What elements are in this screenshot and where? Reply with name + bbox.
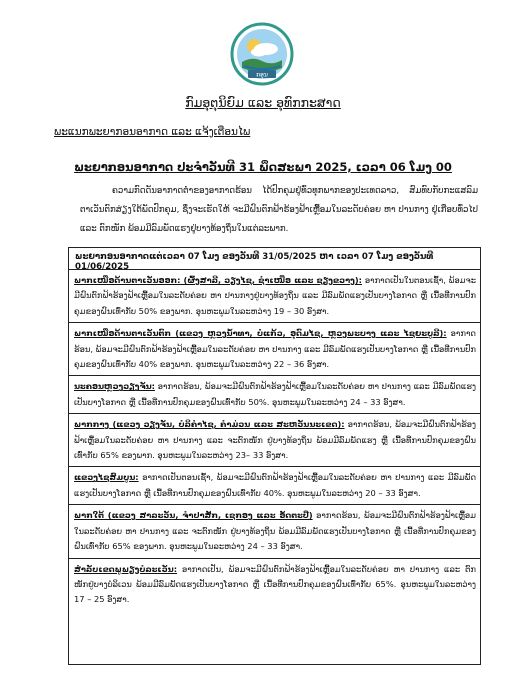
- forecast-period: ພະຍາກອນອາກາດແຕ່ເວລາ 07 ໂມງ ຂອງວັນທີ 31/05/2025 ຫາ ເວລາ 07 ໂມງ ຂອງວັນທີ 01/06/2025: [69, 248, 480, 270]
- regional-forecast-table: [68, 247, 481, 665]
- region-south: [69, 505, 480, 558]
- region-text: ອາກາດຮ້ອນ, ພ້ອມຈະມີຝົນຕົກຟ້າຮ້ອງຟ້າເຫຼື້ອມໃນລະດັບຄ່ອຍ ຫາ ປານກາງ ແລະ ຈະຕົກໜັກ ຢູ່ບາງທ້ອງຖິ່ນ ພ້ອມມີລົມພັດແຮງເປັນບາງໂອກາດ ຫຼື ເນື້ອທີ່ການປົກຄຸມຂອງຝົນເທົ່າກັບ 65% ຂອງພາກ. ອຸນຫະພູມໃນລະຫວ່າງ 24 – 33 ອົງສາ.: [74, 510, 476, 552]
- dmh-logo-icon: [230, 22, 294, 86]
- region-text: ອາກາດເປັນຕອນເຊົ້າ, ພ້ອມຈະມີຝົນຕົກຟ້າຮ້ອງຟ້າເຫຼື້ອມໃນລະດັບຄ່ອຍ ຫາ ປານກາງ ແລະ ມີລົມພັດແຮງເປັນບາງໂອກາດ ຫຼື ເນື້ອທີ່ການປົກຄຸມຂອງຝົນເທົ່າກັບ 40%. ອຸນຫະພູມໃນລະຫວ່າງ 20 – 33 ອົງສາ.: [74, 472, 476, 498]
- forecast-title: ພະຍາກອນອາກາດ ປະຈໍາວັນທີ 31 ພຶດສະພາ 2025, ເວລາ 06 ໂມງ 00: [74, 160, 452, 174]
- department-name: ພະແນກພະຍາກອນອາກາດ ແລະ ແຈ້ງເຕືອນໄພ: [54, 126, 251, 138]
- region-name: ພາກເໜືອດ້ານຕາເວັນອອກ: (ຜົ້ງສາລີ, ວຽງໄຊ, ຊໍາເໜືອ ແລະ ຊຽງຂວາງ):: [74, 275, 362, 285]
- region-text: ອາກາດເປັນໃນຕອນເຊົ້າ, ພ້ອມຈະມີຝົນຕົກຟ້າຮ້ອງຟ້າເຫຼື້ອມໃນລະດັບຄ່ອຍ ຫາ ປານກາງຢູ່ບາງທ້ອງຖິ່ນ ແລະ ມີລົມພັດແຮງເປັນບາງໂອກາດ ຫຼື ເນື້ອທີ່ການປົກຄຸມຂອງຝົນເທົ່າກັບ 50% ຂອງພາກ. ອຸນຫະພູມໃນລະຫວ່າງ 19 – 30 ອົງສາ.: [74, 275, 476, 316]
- region-name: ພາກເໜືອດ້ານຕາເວັນຕົກ (ແຂວງ ຫຼວງນ້ຳທາ, ບໍ່ແກ້ວ, ອຸດົມໄຊ, ຫຼວງພະບາງ ແລະ ໄຊຍະບູລີ):: [74, 328, 447, 339]
- region-central: [69, 414, 480, 467]
- region-name: ພາກໃຕ້ (ແຂວງ ສາລະວັນ, ຈໍາປາສັກ, ເຊກອງ ແລະ ອັດຕະປື): [74, 510, 313, 521]
- region-name: ພາກກາງ (ແຂວງ ວຽງຈັນ, ບໍລິຄໍາໄຊ, ຄໍາມ່ວນ ແລະ ສະຫວັນນະເຂດ):: [74, 419, 345, 430]
- region-xaisomboun: [69, 467, 480, 505]
- region-northwest: [69, 323, 480, 376]
- forecast-intro: ຄວາມກົດດັນອາກາດຕໍ່າຂອງອາກາດຮ້ອນ ໄດ້ປົກຄຸມຢູ່ທົ່ວທຸກພາກຂອງປະເທດລາວ, ສົມທົບກັບກະແສລົມ ຕາເວັນຕົກສ່ຽງໃຕ້ພັດປົກຄຸມ, ຊຶ່ງຈະເຮັດໃຫ້ ຈະມີຝົນຕົກຟ້າຮ້ອງຟ້າເຫຼື້ອມໃນລະດັບຄ່ອຍ ຫາ ປານກາງ ຢູ່ເກືອບທົ່ວໄປ ແລະ ຕົກໜັກ ພ້ອມມີລົມພັດແຮງຢູ່ບາງທ້ອງຖິ່ນໃນແຕ່ລະພາກ.: [80, 186, 478, 234]
- region-name: ນະຄອນຫຼວງວຽງຈັນ:: [74, 381, 155, 392]
- region-bolaven-plateau: [69, 559, 480, 611]
- logo-emblem: [230, 22, 294, 86]
- region-name: ສໍາລັບເຂດພູພຽງບໍລະເວັນ:: [74, 563, 178, 574]
- region-text: ອາກາດເປັນ, ພ້ອມຈະມີຝົນຕົກຟ້າຮ້ອງຟ້າເຫຼື້ອມໃນລະດັບຄ່ອຍ ຫາ ປານກາງ ແລະ ຕົກໜັກຢູ່ບາງບໍລິເວນ ພ້ອມມີລົມພັດແຮງເປັນບາງໂອກາດ ຫຼື ເນື້ອທີ່ການປົກຄຸມຂອງຝົນເທົ່າກັບ 65%. ອຸນຫະພູມໃນລະຫວ່າງ 17 – 25 ອົງສາ.: [74, 563, 476, 605]
- region-text: ອາກາດຮ້ອນ, ພ້ອມຈະມີຝົນຕົກຟ້າຮ້ອງຟ້າເຫຼື້ອມໃນລະດັບຄ່ອຍ ຫາ ປານກາງ ແລະ ມີລົມພັດແຮງເປັນບາງໂອກາດ ຫຼື ເນື້ອທີ່ການປົກຄຸມຂອງຝົນເທົ່າກັບ 40% ຂອງພາກ. ອຸນຫະພູມໃນລະຫວ່າງ 22 – 36 ອົງສາ.: [74, 328, 476, 370]
- region-text: ອາກາດຮ້ອນ, ພ້ອມຈະມີຝົນຕົກຟ້າຮ້ອງຟ້າເຫຼື້ອມໃນລະດັບຄ່ອຍ ຫາ ປານກາງ ແລະ ມີລົມພັດແຮງເປັນບາງໂອກາດ ຫຼື ເນື້ອທີ່ການປົກຄຸມຂອງຝົນເທົ່າກັບ 50%. ອຸນຫະພູມໃນລະຫວ່າງ 24 – 33 ອົງສາ.: [74, 381, 476, 407]
- logo-text: ກອຸນ: [256, 71, 268, 79]
- organization-name: ກົມອຸຕຸນິຍົມ ແລະ ອຸທົກກະສາດ: [185, 95, 341, 110]
- region-name: ແຂວງໄຊສົມບູນ:: [74, 472, 139, 483]
- region-vientiane-capital: [69, 376, 480, 414]
- region-text: ອາກາດຮ້ອນ, ພ້ອມຈະມີຝົນຕົກຟ້າຮ້ອງຟ້າເຫຼື້ອມໃນລະດັບຄ່ອຍ ຫາ ປານກາງ ແລະ ຈະຕົກໜັກ ຢູ່ບາງທ້ອງຖິ່ນ ພ້ອມມີລົມພັດແຮງ ຫຼື ເນື້ອທີ່ການປົກຄຸມຂອງຝົນເທົ່າກັບ 65% ຂອງພາກ. ອຸນຫະພູມໃນລະຫວ່າງ 23– 33 ອົງສາ.: [74, 419, 476, 461]
- region-northeast: [69, 270, 480, 323]
